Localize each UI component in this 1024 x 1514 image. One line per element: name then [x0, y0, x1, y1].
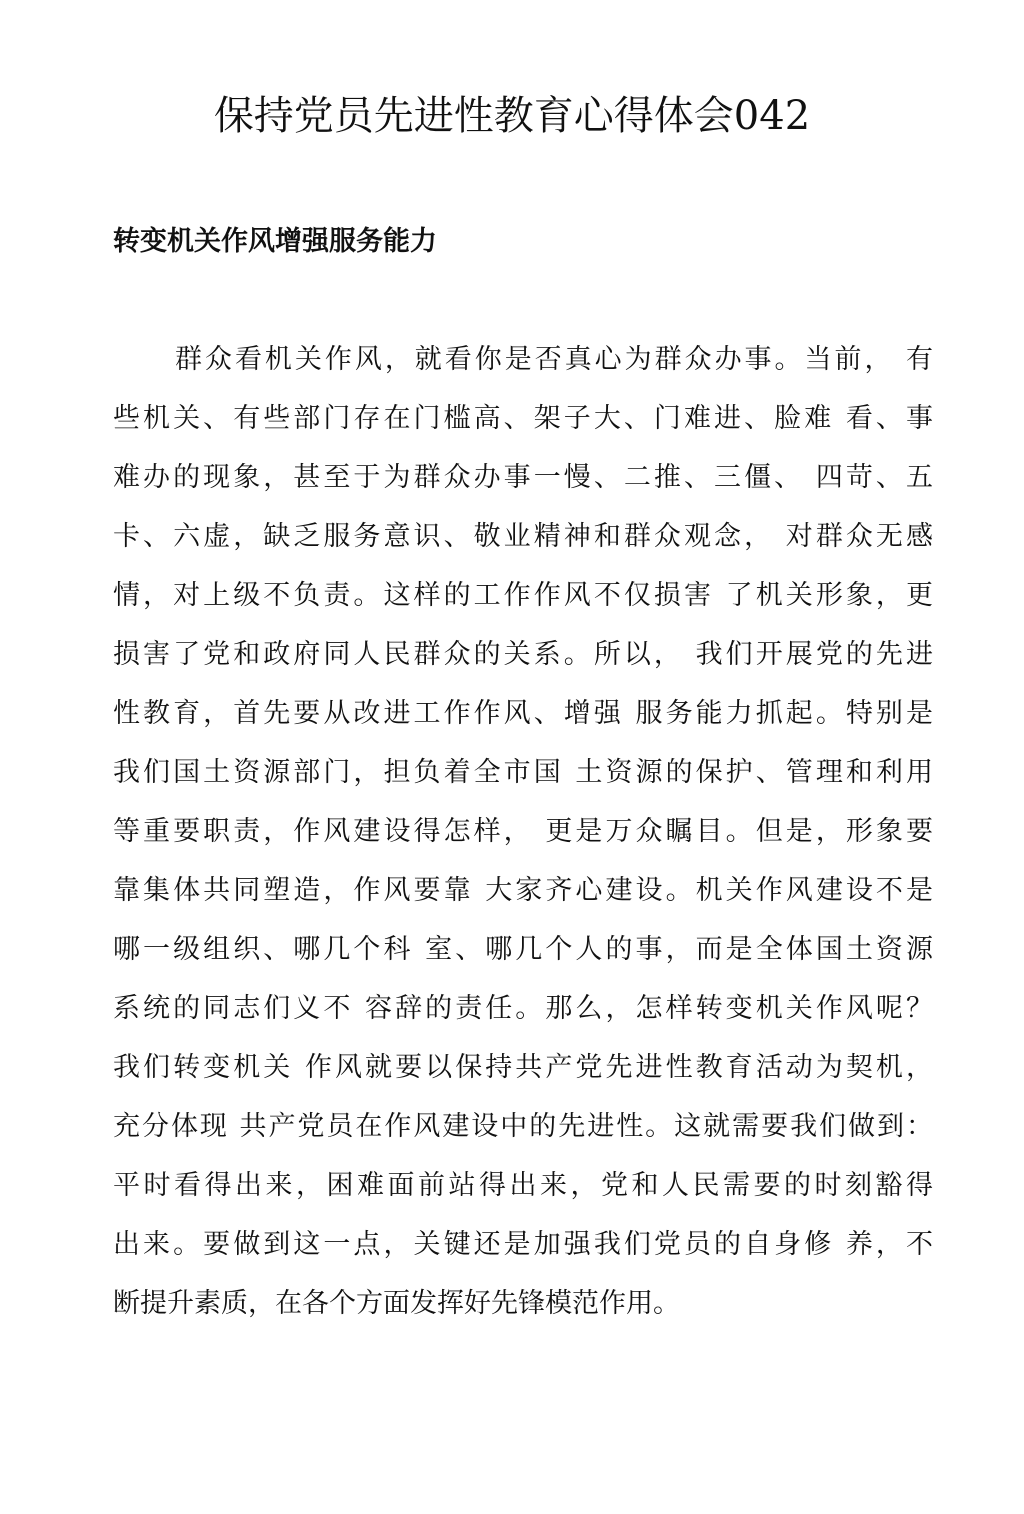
paragraph-line: 等重要职责，作风建设得怎样， 更是万众瞩目。但是，形象要 — [113, 816, 933, 847]
paragraph-line: 系统的同志们义不 容辞的责任。那么，怎样转变机关作风呢？ — [113, 993, 933, 1024]
body-paragraph — [113, 338, 933, 1341]
paragraph-line: 卡、六虚，缺乏服务意识、敬业精神和群众观念， 对群众无感 — [113, 521, 933, 552]
paragraph-line: 平时看得出来，困难面前站得出来，党和人民需要的时刻豁得 — [113, 1170, 933, 1201]
section-subtitle: 转变机关作风增强服务能力 — [113, 226, 437, 257]
paragraph-line: 靠集体共同塑造，作风要靠 大家齐心建设。机关作风建设不是 — [113, 875, 933, 906]
paragraph-line: 性教育，首先要从改进工作作风、增强 服务能力抓起。特别是 — [113, 698, 933, 729]
paragraph-line: 难办的现象，甚至于为群众办事一慢、二推、三僵、 四苛、五 — [113, 462, 933, 493]
paragraph-line: 充分体现 共产党员在作风建设中的先进性。这就需要我们做到： — [113, 1111, 933, 1142]
paragraph-line: 我们国土资源部门，担负着全市国 土资源的保护、管理和利用 — [113, 757, 933, 788]
paragraph-line: 群众看机关作风，就看你是否真心为群众办事。当前， 有 — [175, 344, 933, 375]
paragraph-line: 损害了党和政府同人民群众的关系。所以， 我们开展党的先进 — [113, 639, 933, 670]
paragraph-line: 情，对上级不负责。这样的工作作风不仅损害 了机关形象，更 — [113, 580, 933, 611]
paragraph-line: 些机关、有些部门存在门槛高、架子大、门难进、脸难 看、事 — [113, 403, 933, 434]
page-title: 保持党员先进性教育心得体会042 — [213, 93, 811, 139]
paragraph-line: 我们转变机关 作风就要以保持共产党先进性教育活动为契机， — [113, 1052, 933, 1083]
paragraph-line: 出来。要做到这一点，关键还是加强我们党员的自身修 养，不 — [113, 1229, 933, 1260]
paragraph-line: 哪一级组织、哪几个科 室、哪几个人的事，而是全体国土资源 — [113, 934, 933, 965]
paragraph-line: 断提升素质，在各个方面发挥好先锋模范作用。 — [113, 1288, 680, 1319]
